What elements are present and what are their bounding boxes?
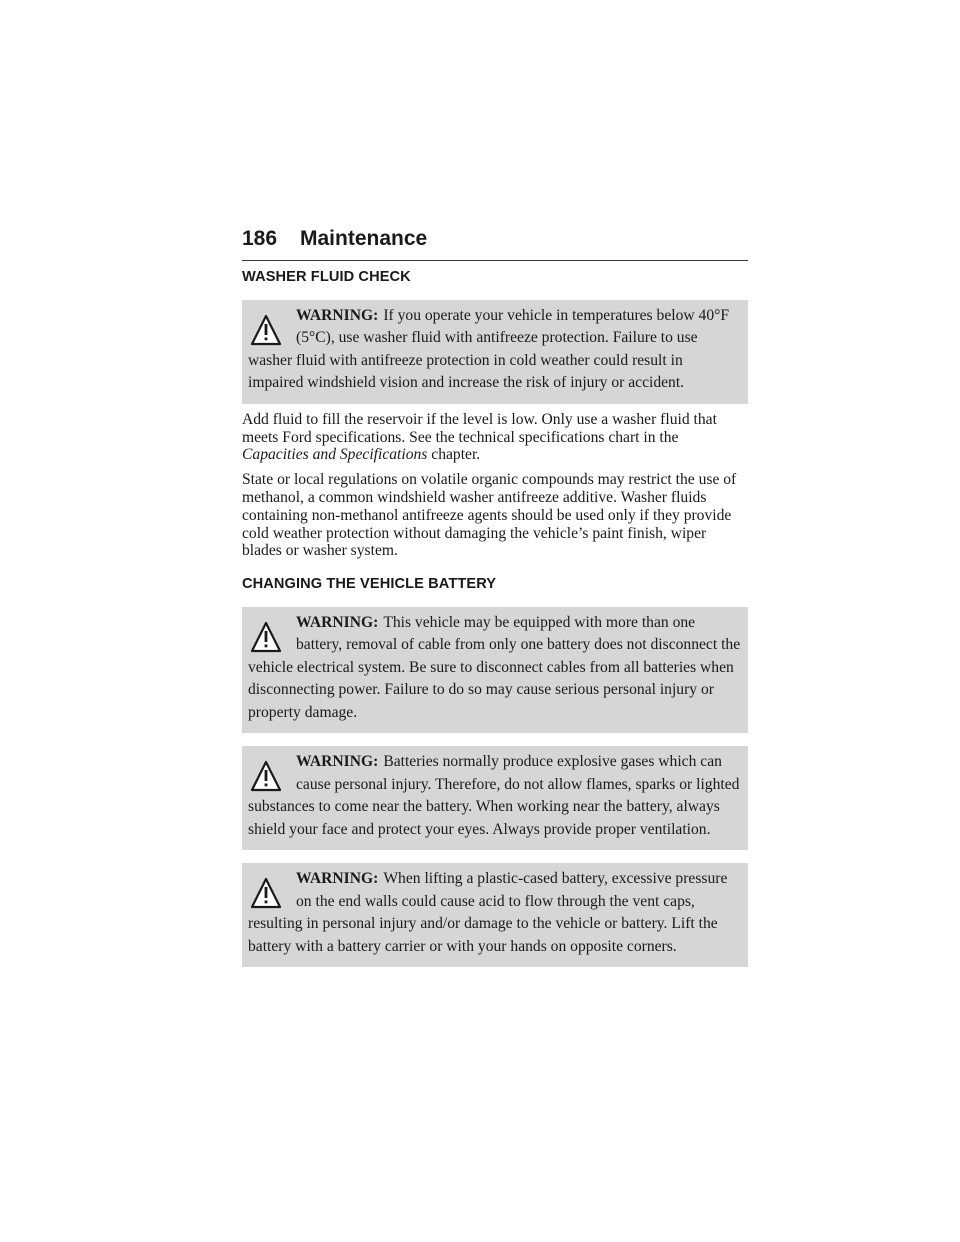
warning-label: WARNING: <box>296 613 379 631</box>
page-header <box>242 224 748 261</box>
warning-text: If you operate your vehicle in temperatures below 40°F (5°C), use washer fluid with antifreeze protection. Failure to use washer fluid with antifreeze protection in cold weather could result in impaired windshield vision and increase the risk of injury or accident. <box>248 306 730 392</box>
paragraph-regulations: State or local regulations on volatile organic compounds may restrict the use of methanol, a common windshield washer antifreeze additive. Washer fluids containing non-methanol antifreeze agents should be used only if they provide cold weather protection without damaging the vehicle’s paint finish, wiper blades or washer system. <box>242 471 737 560</box>
warning-label: WARNING: <box>296 306 379 324</box>
paragraph-add-fluid-end: chapter. <box>431 446 481 464</box>
warning-box-battery-2 <box>242 746 748 850</box>
warning-text: This vehicle may be equipped with more than one battery, removal of cable from only one battery does not disconnect the vehicle electrical system. Be sure to disconnect cables from all batteries when disconnecting power. Failure to do so may cause serious personal injury or property damage. <box>248 613 741 721</box>
warning-text: When lifting a plastic-cased battery, excessive pressure on the end walls could cause acid to flow through the vent caps, resulting in personal injury and/or damage to the vehicle or battery. Lift the battery with a battery carrier or with your hands on opposite corners. <box>248 870 728 955</box>
warning-triangle-icon <box>250 873 282 913</box>
warning-box-washer-fluid <box>242 300 748 404</box>
chapter-title: Maintenance <box>300 227 428 250</box>
paragraph-add-fluid <box>242 411 748 464</box>
paragraph-add-fluid-text: Add fluid to fill the reservoir if the level is low. Only use a washer fluid that meets Ford specifications. See the technical specifications chart in the <box>242 410 717 446</box>
warning-triangle-icon <box>250 756 282 796</box>
chapter-reference: Capacities and Specifications <box>242 446 428 464</box>
page-number: 186 <box>242 227 278 250</box>
warning-label: WARNING: <box>296 753 379 771</box>
warning-text: Batteries normally produce explosive gases which can cause personal injury. Therefore, do not allow flames, sparks or lighted substances to come near the battery. When working near the battery, always shield your face and protect your eyes. Always provide proper ventilation. <box>248 753 740 838</box>
warning-box-battery-1 <box>242 607 748 734</box>
section-heading-battery: CHANGING THE VEHICLE BATTERY <box>242 576 497 593</box>
section-heading-washer-fluid: WASHER FLUID CHECK <box>242 269 411 285</box>
warning-triangle-icon <box>250 617 282 657</box>
manual-page <box>242 224 748 967</box>
warning-label: WARNING: <box>296 870 379 888</box>
warning-triangle-icon <box>250 310 282 350</box>
warning-box-battery-3 <box>242 863 748 967</box>
